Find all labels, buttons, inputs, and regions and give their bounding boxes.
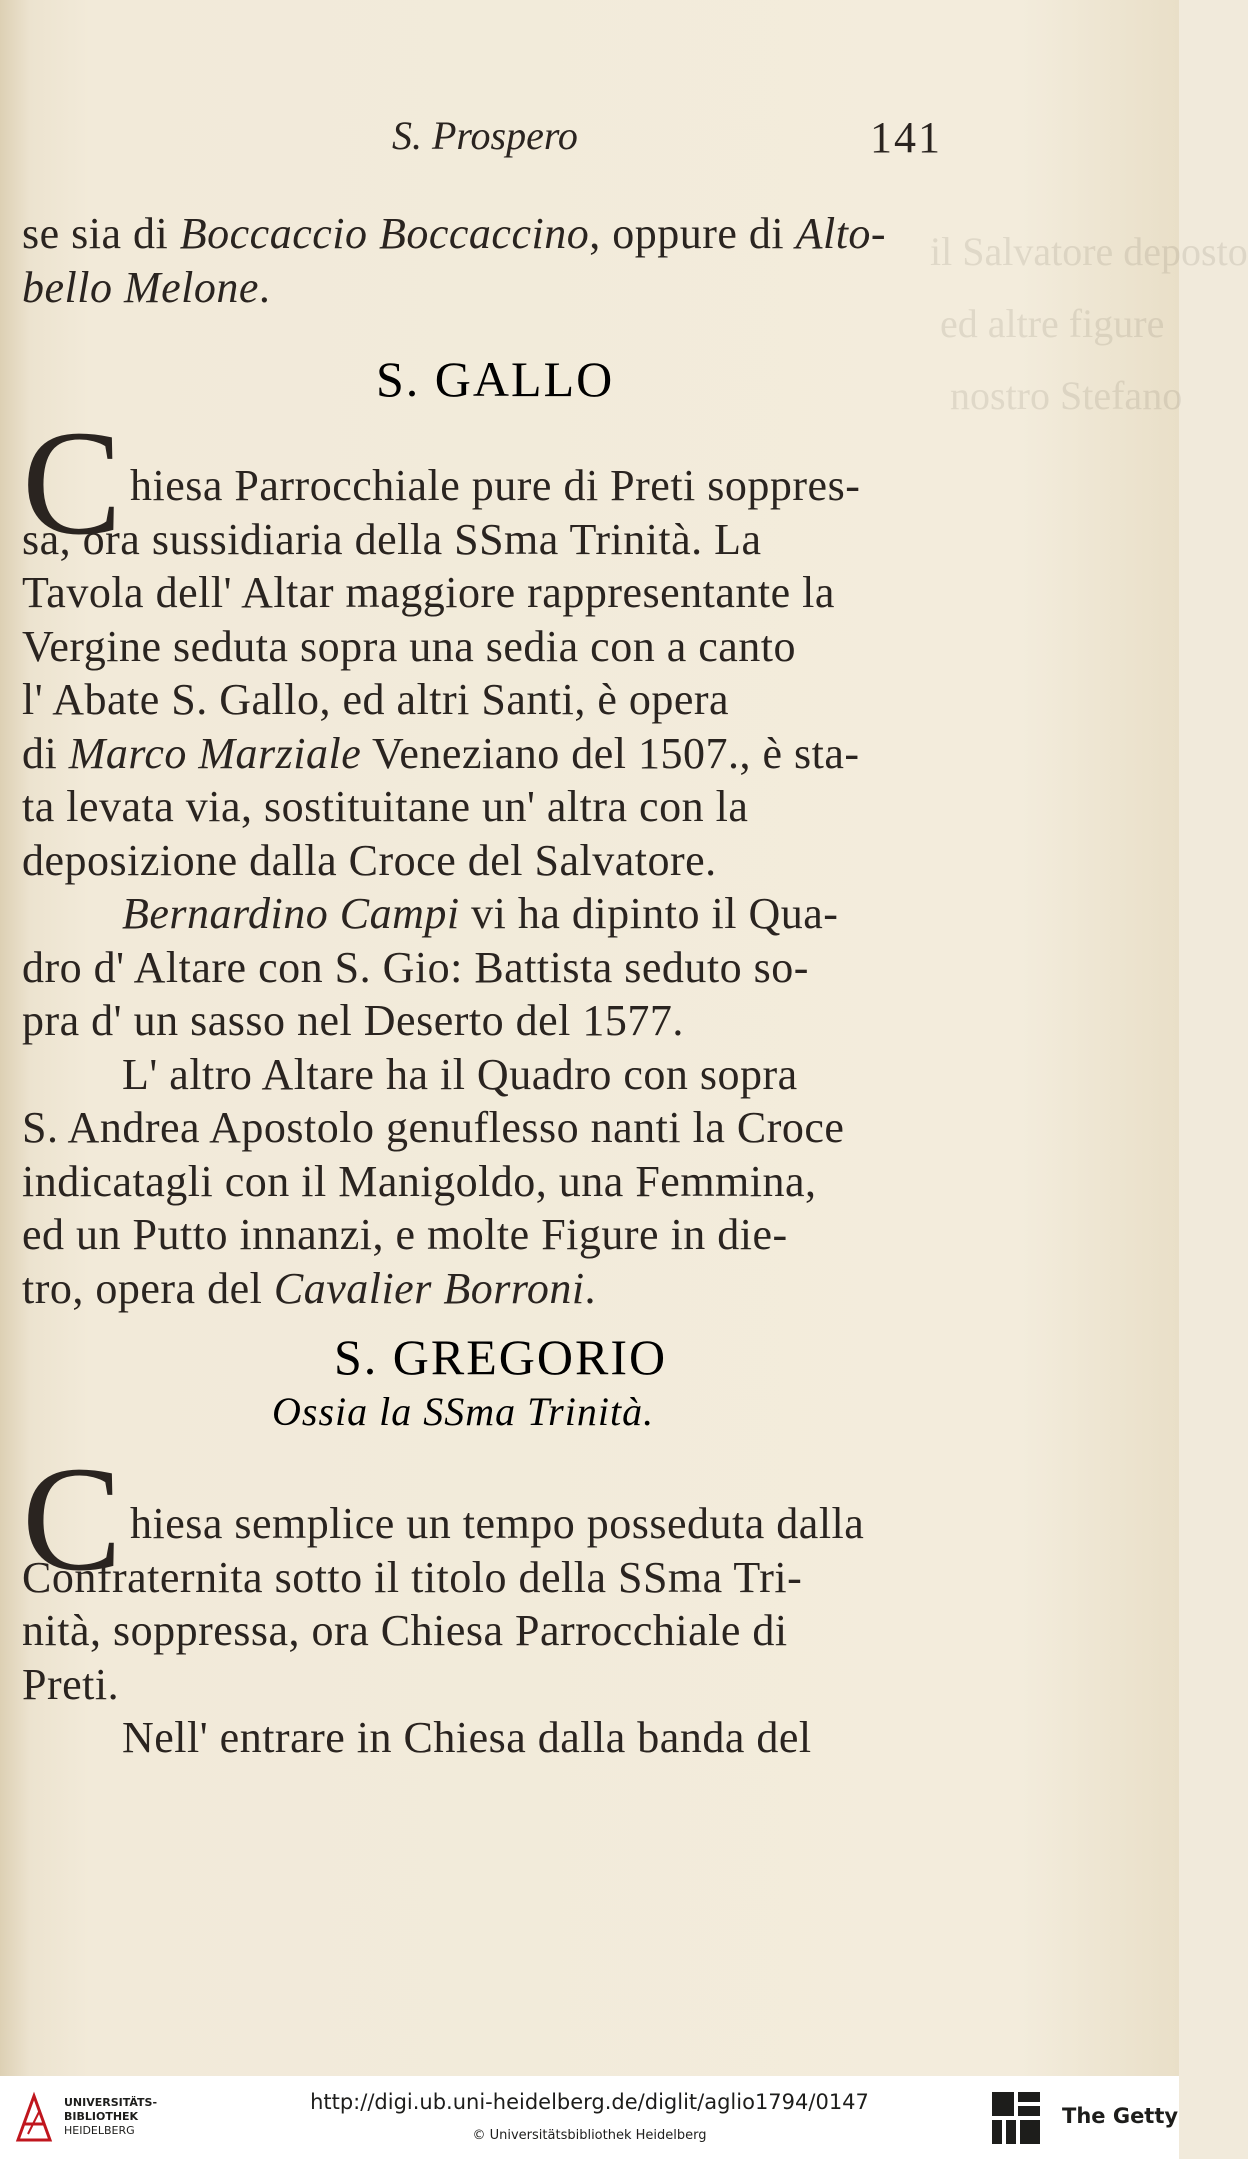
text-line bbox=[22, 1209, 788, 1260]
text-run: Veneziano del 1507., è sta- bbox=[361, 728, 860, 778]
text-run: tro, opera del bbox=[22, 1263, 274, 1313]
italic-name: Marco Marziale bbox=[68, 728, 362, 778]
text-run: sa, ora sussidiaria della SSma Trinità. La bbox=[22, 514, 762, 564]
text-line bbox=[22, 995, 684, 1046]
text-line bbox=[22, 1102, 844, 1153]
text-line bbox=[122, 1049, 798, 1100]
text-run: , oppure di bbox=[589, 209, 796, 258]
text-line bbox=[22, 1605, 788, 1656]
text-run: nità, soppressa, ora Chiesa Parrocchiale di bbox=[22, 1606, 788, 1655]
drop-cap: C bbox=[22, 400, 123, 566]
text-run: indicatagli con il Manigoldo, una Femmina, bbox=[22, 1156, 817, 1206]
running-title: S. Prospero bbox=[392, 113, 578, 158]
italic-name: Bernardino Campi bbox=[122, 889, 460, 938]
section-title-gregorio: S. GREGORIO bbox=[334, 1329, 668, 1385]
text-run: Preti. bbox=[22, 1659, 120, 1709]
text-line bbox=[22, 674, 729, 725]
text-run: dro d' Altare con S. Gio: Battista seduto so- bbox=[22, 942, 809, 992]
first-line: hiesa semplice un tempo posseduta dalla bbox=[130, 1499, 865, 1548]
permalink-url[interactable]: http://digi.ub.uni-heidelberg.de/diglit/aglio1794/0147 bbox=[310, 2090, 869, 2114]
italic-name: Cavalier Borroni bbox=[273, 1263, 585, 1313]
text-run: Tavola dell' Altar maggiore rappresentante la bbox=[22, 568, 835, 617]
text-run: . bbox=[584, 1263, 597, 1313]
getty-name: The Getty bbox=[1062, 2104, 1179, 2128]
digitization-footer bbox=[0, 2076, 1179, 2159]
text-run: deposizione dalla Croce del Salvatore. bbox=[22, 835, 717, 885]
text-run: Vergine seduta sopra una sedia con a canto bbox=[22, 621, 797, 671]
text-run: se sia di bbox=[22, 209, 180, 258]
text-line bbox=[22, 835, 717, 886]
page-number: 141 bbox=[870, 113, 942, 162]
running-header bbox=[22, 112, 997, 172]
text-line bbox=[122, 1712, 812, 1763]
text-run: pra d' un sasso nel Deserto del 1577. bbox=[22, 996, 684, 1045]
library-name: UNIVERSITÄTS- BIBLIOTHEK HEIDELBERG bbox=[64, 2096, 158, 2137]
book-page: il Salvatore deposto ed altre figure nostro Stefano S. Prospero 141 se sia di Boccaccio Boccaccino, oppure di Alto- bello Melone. S. GALLO C hiesa Parrocchiale pure di Preti soppres- sa, ora sussidiaria della SSma Trinità. La Tavola dell' Altar maggiore rappresentante la Vergine seduta sopra una sedia con a canto l' Abate S. Gallo, ed altri Santi, è opera di Marco Marziale Veneziano del 1507., è sta- ta levata via, sostituitane un' altra con la deposizione dalla Croce del Salvatore. Bernardino Campi vi ha dipinto il Qua- dro d' Altare con S. Gio: Battista seduto so- pra d' un sasso nel Deserto del 1577. L' altro Altare ha il Quadro con sopra S. Andrea Apostolo genuflesso nanti la Croce indicatagli con il Manigoldo, una Femmina, ed un Putto innanzi, e molte Figure in die- tro, opera del Cavalier Borroni. S. GREGORIO Ossia la SSma Trinità. C hiesa semplice un tempo posseduta dalla Confraternita sotto il titolo della SSma Tri- nità, soppressa, ora Chiesa Parrocchiale di Preti. Nell' entrare in Chiesa dalla banda del bbox=[0, 0, 1179, 2076]
text-line bbox=[122, 888, 838, 939]
text-line bbox=[22, 621, 796, 672]
text-line bbox=[22, 1156, 817, 1207]
text-run: di bbox=[22, 728, 69, 778]
text-line bbox=[22, 942, 809, 993]
text-run: vi ha dipinto il Qua- bbox=[459, 889, 839, 938]
text-line bbox=[22, 262, 270, 313]
first-line: hiesa Parrocchiale pure di Preti soppres- bbox=[130, 461, 861, 510]
copyright-notice: © Universitätsbibliothek Heidelberg bbox=[472, 2128, 707, 2143]
italic-name: Alto- bbox=[795, 209, 887, 258]
section-subtitle-gregorio: Ossia la SSma Trinità. bbox=[272, 1389, 655, 1434]
section-title-gallo: S. GALLO bbox=[376, 351, 615, 407]
text-run: L' altro Altare ha il Quadro con sopra bbox=[122, 1049, 798, 1099]
text-run: S. Andrea Apostolo genuflesso nanti la Croce bbox=[22, 1103, 845, 1152]
drop-cap: C bbox=[22, 1436, 123, 1602]
text-line bbox=[22, 1659, 119, 1710]
text-line bbox=[22, 728, 860, 779]
text-run: ta levata via, sostituitane un' altra con la bbox=[22, 782, 749, 831]
italic-name: Boccaccio Boccaccino bbox=[179, 209, 590, 258]
text-run: . bbox=[258, 262, 271, 312]
text-line bbox=[22, 567, 835, 618]
text-line bbox=[22, 208, 886, 259]
text-run: Confraternita sotto il titolo della SSma Tri- bbox=[22, 1552, 803, 1602]
text-run: ed un Putto innanzi, e molte Figure in die- bbox=[22, 1210, 788, 1259]
getty-logo-icon bbox=[990, 2090, 1042, 2146]
text-line bbox=[22, 1552, 802, 1603]
text-line bbox=[22, 781, 748, 832]
text-run: l' Abate S. Gallo, ed altri Santi, è opera bbox=[22, 675, 730, 724]
text-line bbox=[22, 514, 762, 565]
italic-name: bello Melone bbox=[22, 262, 259, 312]
text-run: Nell' entrare in Chiesa dalla banda del bbox=[122, 1713, 812, 1762]
text-line bbox=[22, 1263, 596, 1314]
